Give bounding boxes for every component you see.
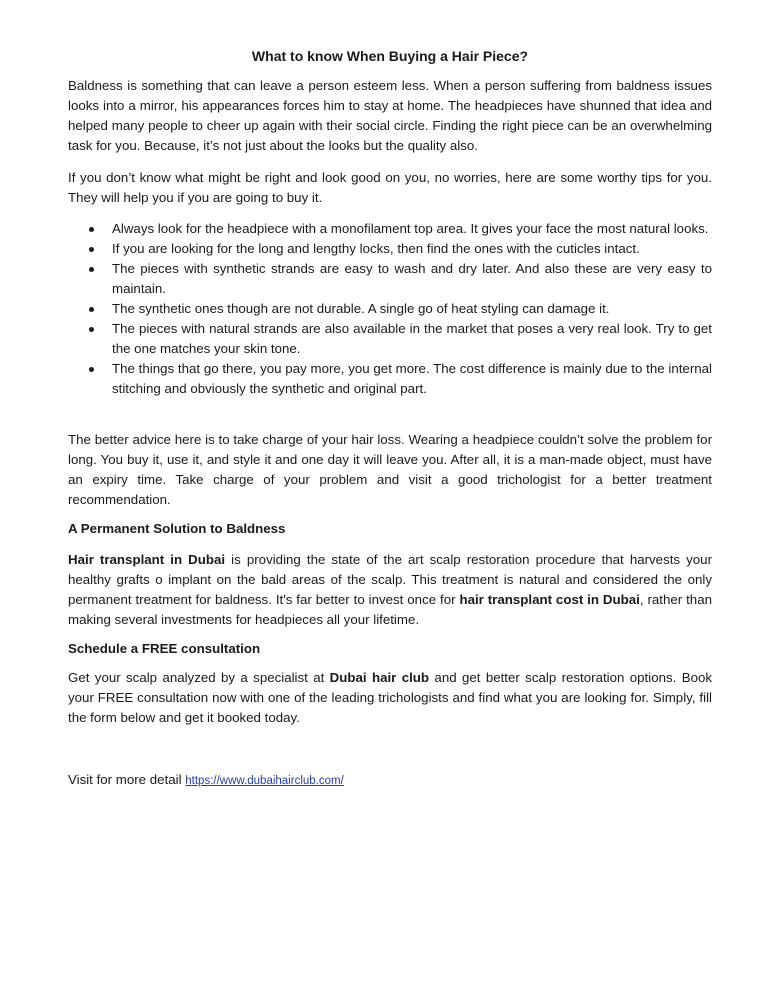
bullet-icon [89, 267, 94, 272]
bullet-icon [89, 327, 94, 332]
list-item: The pieces with synthetic strands are easy to wash and dry later. And also these are very easy to maintain. [68, 259, 712, 299]
section-heading-permanent-solution: A Permanent Solution to Baldness [68, 521, 286, 536]
list-item: The things that go there, you pay more, you get more. The cost difference is mainly due to the internal stitching and obviously the synthetic and original part. [68, 359, 712, 399]
website-link[interactable]: https://www.dubaihairclub.com/ [185, 775, 344, 787]
footer-label: Visit for more detail [68, 772, 186, 787]
page-title: What to know When Buying a Hair Piece? [251, 48, 529, 64]
section-heading-consultation: Schedule a FREE consultation [68, 641, 261, 656]
transplant-paragraph: Hair transplant in Dubai is providing the state of the art scalp restoration procedure that harvests your healthy grafts o implant on the bald areas of the scalp. This treatment is natural and considered the only permanent treatment for baldness. It's far better to invest once for hair transplant cost in Dubai, rather than making several investments for headpieces all your lifetime. [68, 552, 713, 627]
bold-phrase: Hair transplant in Dubai [68, 552, 226, 567]
list-item: Always look for the headpiece with a monofilament top area. It gives your face the most natural looks. [68, 219, 712, 239]
intro-paragraph: Baldness is something that can leave a person esteem less. When a person suffering from baldness issues looks into a mirror, his appearances forces him to stay at home. The headpieces have shunned that idea and helped many people to cheer up again with their social circle. Finding the right piece can be an overwhelming task for you. Because, it’s not just about the looks but the quality also. [68, 78, 712, 153]
list-item: The synthetic ones though are not durable. A single go of heat styling can damage it. [68, 299, 712, 319]
tips-intro-paragraph: If you don’t know what might be right and look good on you, no worries, here are some worthy tips for you. They will help you if you are going to buy it. [68, 170, 712, 205]
bullet-icon [89, 227, 94, 232]
bold-phrase: Dubai hair club [329, 670, 430, 685]
advice-paragraph: The better advice here is to take charge of your hair loss. Wearing a headpiece couldn’t solve the problem for long. You buy it, use it, and style it and one day it will leave you. After all, it is a man-made object, must have an expiry time. Take charge of your problem and visit a good trichologist for a better treatment recommendation. [68, 432, 712, 507]
list-item: The pieces with natural strands are also available in the market that poses a very real look. Try to get the one matches your skin tone. [68, 319, 712, 359]
bullet-icon [89, 367, 94, 372]
bullet-icon [89, 307, 94, 312]
bullet-icon [89, 247, 94, 252]
tips-list [68, 219, 712, 399]
list-item: If you are looking for the long and lengthy locks, then find the ones with the cuticles intact. [68, 239, 712, 259]
consultation-paragraph: Get your scalp analyzed by a specialist at Dubai hair club and get better scalp restoration options. Book your FREE consultation now with one of the leading trichologists and find what you are looking for. Simply, fill the form below and get it booked today. [68, 670, 713, 725]
footer-line [68, 770, 712, 791]
bold-phrase: hair transplant cost in Dubai [459, 592, 640, 607]
